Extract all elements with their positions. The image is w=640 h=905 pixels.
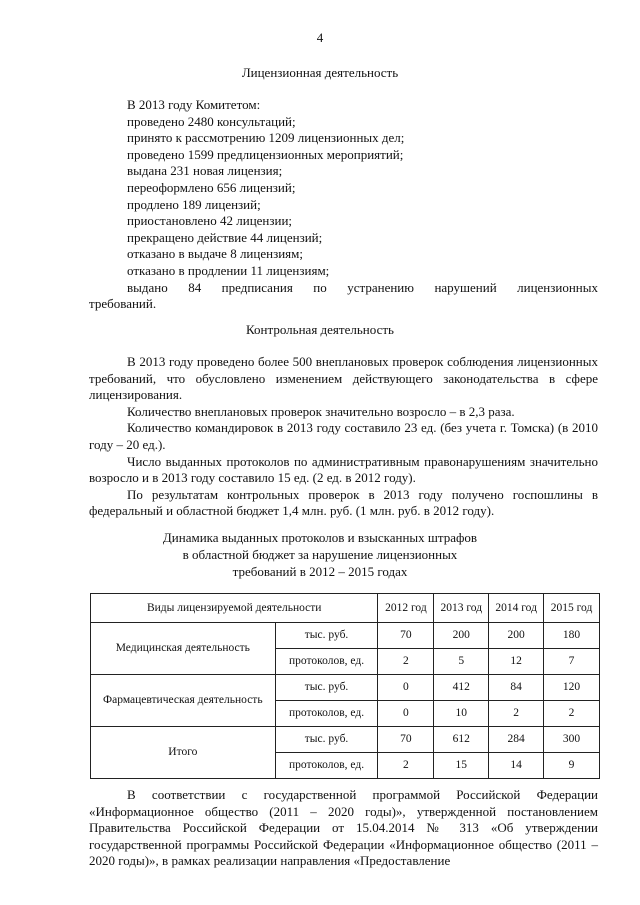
control-heading: Контрольная деятельность xyxy=(246,322,394,337)
value-cell: 300 xyxy=(544,727,600,753)
header-year: 2015 год xyxy=(544,594,600,623)
header-year: 2014 год xyxy=(489,594,544,623)
list-item: приостановлено 42 лицензии; xyxy=(127,213,293,229)
value-cell: 0 xyxy=(378,675,434,701)
control-paragraph: В 2013 году проведено более 500 внеплановых проверок соблюдения лицензионных требований, что обусловлено изменением действующего законодательства в сфере лицензирования. xyxy=(89,354,598,403)
list-item: отказано в продлении 11 лицензиям; xyxy=(127,262,330,278)
licensing-list xyxy=(89,97,598,313)
activity-name: Итого xyxy=(91,727,276,779)
value-cell: 2 xyxy=(378,649,434,675)
list-item: отказано в выдаче 8 лицензиям; xyxy=(127,246,303,262)
list-item: переоформлено 656 лицензий; xyxy=(127,179,296,195)
table-header-row xyxy=(91,594,600,623)
table-title-line: в областной бюджет за нарушение лицензионных xyxy=(182,547,458,562)
unit-cell: протоколов, ед. xyxy=(275,701,378,727)
value-cell: 0 xyxy=(378,701,434,727)
value-cell: 10 xyxy=(434,701,489,727)
table-row xyxy=(91,675,600,701)
value-cell: 180 xyxy=(544,623,600,649)
header-activity: Виды лицензируемой деятельности xyxy=(91,594,378,623)
unit-cell: тыс. руб. xyxy=(275,727,378,753)
control-paragraph: Число выданных протоколов по административным правонарушениям значительно возросло и в 2013 году составило 15 ед. (2 ед. в 2012 году). xyxy=(89,453,598,486)
value-cell: 9 xyxy=(544,753,600,779)
value-cell: 2 xyxy=(378,753,434,779)
page-number: 4 xyxy=(316,30,324,45)
list-item-last-continuation: требований. xyxy=(89,296,157,312)
header-year: 2012 год xyxy=(378,594,434,623)
table-title-line: требований в 2012 – 2015 годах xyxy=(232,564,408,579)
value-cell: 200 xyxy=(489,623,544,649)
list-item: принято к рассмотрению 1209 лицензионных дел; xyxy=(127,130,405,146)
value-cell: 200 xyxy=(434,623,489,649)
value-cell: 15 xyxy=(434,753,489,779)
list-item: прекращено действие 44 лицензий; xyxy=(127,229,323,245)
value-cell: 14 xyxy=(489,753,544,779)
list-item: выдана 231 новая лицензия; xyxy=(127,163,283,179)
value-cell: 2 xyxy=(544,701,600,727)
value-cell: 2 xyxy=(489,701,544,727)
header-year: 2013 год xyxy=(434,594,489,623)
closing-paragraph: В соответствии с государственной программой Российской Федерации «Информационное общество (2011 – 2020 годы)», утвержденной постановлением Правительства Российской Федерации от 15.04.2014 № 313 «Об утверждении государственной программы Российской Федерации «Информационное общество (2011 – 2020 годы)», в рамках реализации направления «Предоставление xyxy=(89,787,598,869)
list-item: проведено 1599 предлицензионных мероприятий; xyxy=(127,146,404,162)
value-cell: 70 xyxy=(378,727,434,753)
fines-table xyxy=(90,593,600,779)
activity-name: Фармацевтическая деятельность xyxy=(91,675,276,727)
control-paragraph: Количество внеплановых проверок значительно возросло – в 2,3 раза. xyxy=(127,403,515,419)
unit-cell: тыс. руб. xyxy=(275,675,378,701)
value-cell: 284 xyxy=(489,727,544,753)
value-cell: 412 xyxy=(434,675,489,701)
control-paragraph: По результатам контрольных проверок в 2013 году получено госпошлины в федеральный и областной бюджет 1,4 млн. руб. (1 млн. руб. в 2012 году). xyxy=(89,486,598,519)
closing-section xyxy=(89,787,598,870)
control-paragraph: Количество командировок в 2013 году составило 23 ед. (без учета г. Томска) (в 2010 году – 20 ед.). xyxy=(89,420,598,452)
table-title xyxy=(0,529,640,580)
list-item: проведено 2480 консультаций; xyxy=(127,113,296,129)
table-title-line: Динамика выданных протоколов и взысканных штрафов xyxy=(162,530,478,545)
value-cell: 70 xyxy=(378,623,434,649)
value-cell: 120 xyxy=(544,675,600,701)
table-row xyxy=(91,623,600,649)
value-cell: 12 xyxy=(489,649,544,675)
control-paragraphs xyxy=(89,354,598,520)
licensing-heading: Лицензионная деятельность xyxy=(241,65,399,80)
unit-cell: протоколов, ед. xyxy=(275,649,378,675)
licensing-intro: В 2013 году Комитетом: xyxy=(127,97,261,112)
value-cell: 612 xyxy=(434,727,489,753)
unit-cell: протоколов, ед. xyxy=(275,753,378,779)
value-cell: 5 xyxy=(434,649,489,675)
value-cell: 84 xyxy=(489,675,544,701)
unit-cell: тыс. руб. xyxy=(275,623,378,649)
list-item: продлено 189 лицензий; xyxy=(127,196,261,212)
table-row xyxy=(91,727,600,753)
activity-name: Медицинская деятельность xyxy=(91,623,276,675)
value-cell: 7 xyxy=(544,649,600,675)
list-item-last: выдано 84 предписания по устранению нарушений лицензионных xyxy=(127,279,598,295)
